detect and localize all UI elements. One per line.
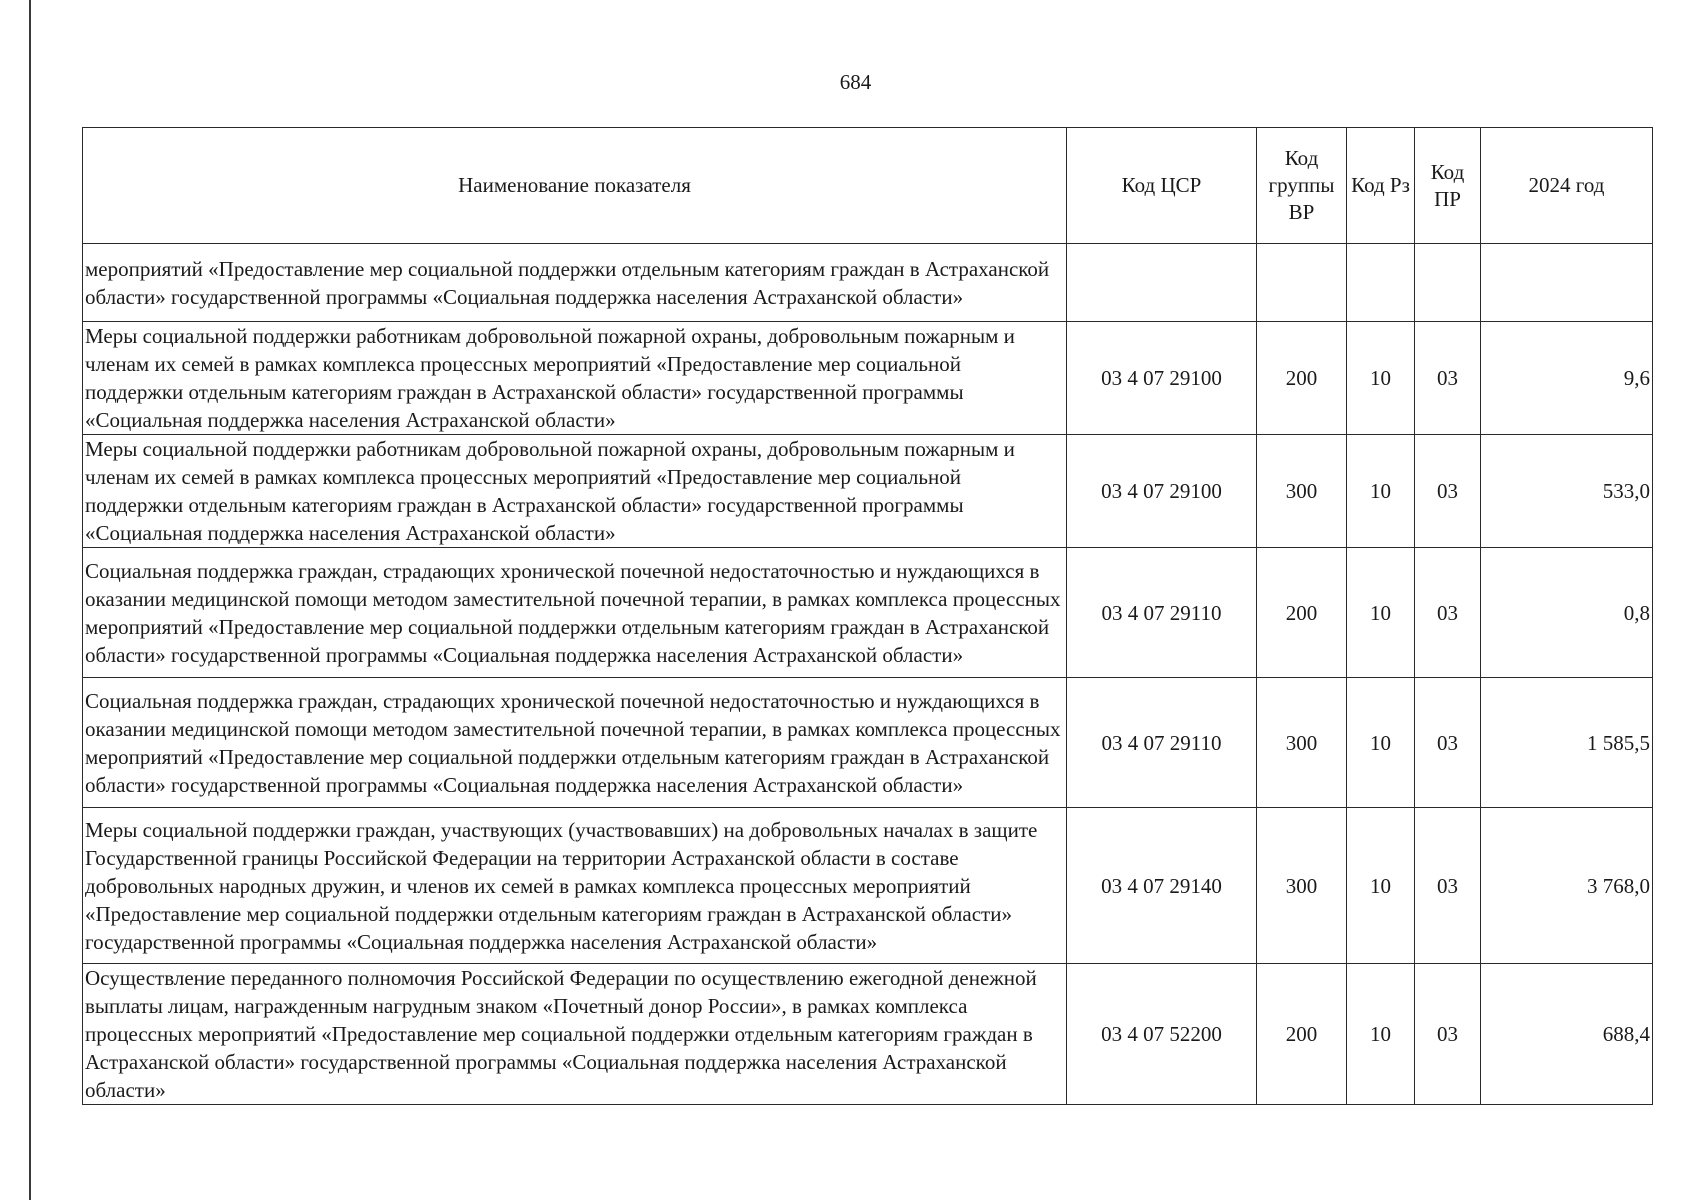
row-pr: 03 xyxy=(1415,548,1481,678)
table-row xyxy=(83,244,1653,322)
row-amount: 9,6 xyxy=(1481,322,1653,435)
header-pr: Код ПР xyxy=(1415,128,1481,244)
row-rz: 10 xyxy=(1347,808,1415,964)
row-vr: 300 xyxy=(1257,435,1347,548)
row-amount xyxy=(1481,244,1653,322)
header-row xyxy=(83,128,1653,244)
row-pr: 03 xyxy=(1415,435,1481,548)
table-row xyxy=(83,322,1653,435)
row-csr: 03 4 07 29140 xyxy=(1067,808,1257,964)
row-vr: 200 xyxy=(1257,322,1347,435)
header-rz: Код Рз xyxy=(1347,128,1415,244)
row-name: Социальная поддержка граждан, страдающих хронической почечной недостаточностью и нуждающихся в оказании медицинской помощи методом заместительной почечной терапии, в рамках комплекса процессных мероприятий «Предоставление мер социальной поддержки отдельным категориям граждан в Астраханской области» государственной программы «Социальная поддержка населения Астраханской области» xyxy=(83,678,1067,808)
row-csr: 03 4 07 29110 xyxy=(1067,678,1257,808)
header-year: 2024 год xyxy=(1481,128,1653,244)
page-number-text: 684 xyxy=(839,70,872,94)
row-pr: 03 xyxy=(1415,678,1481,808)
row-name: мероприятий «Предоставление мер социальной поддержки отдельным категориям граждан в Астраханской области» государственной программы «Социальная поддержка населения Астраханской области» xyxy=(83,244,1067,322)
row-name: Меры социальной поддержки работникам добровольной пожарной охраны, добровольным пожарным и членам их семей в рамках комплекса процессных мероприятий «Предоставление мер социальной поддержки отдельным категориям граждан в Астраханской области» государственной программы «Социальная поддержка населения Астраханской области» xyxy=(83,435,1067,548)
row-amount: 533,0 xyxy=(1481,435,1653,548)
table-row xyxy=(83,548,1653,678)
row-vr: 200 xyxy=(1257,548,1347,678)
row-rz: 10 xyxy=(1347,678,1415,808)
row-rz: 10 xyxy=(1347,435,1415,548)
table-row xyxy=(83,964,1653,1105)
table-row xyxy=(83,435,1653,548)
row-vr: 300 xyxy=(1257,808,1347,964)
row-pr: 03 xyxy=(1415,964,1481,1105)
row-amount: 3 768,0 xyxy=(1481,808,1653,964)
row-csr: 03 4 07 29110 xyxy=(1067,548,1257,678)
row-rz xyxy=(1347,244,1415,322)
header-name: Наименование показателя xyxy=(83,128,1067,244)
table-header xyxy=(83,128,1653,244)
row-name: Осуществление переданного полномочия Российской Федерации по осуществлению ежегодной денежной выплаты лицам, награжденным нагрудным знаком «Почетный донор России», в рамках комплекса процессных мероприятий «Предоставление мер социальной поддержки отдельным категориям граждан в Астраханской области» государственной программы «Социальная поддержка населения Астраханской области» xyxy=(83,964,1067,1105)
header-csr: Код ЦСР xyxy=(1067,128,1257,244)
row-rz: 10 xyxy=(1347,964,1415,1105)
page-number xyxy=(0,70,1697,95)
budget-table xyxy=(82,127,1653,1105)
row-name: Меры социальной поддержки граждан, участвующих (участвовавших) на добровольных началах в защите Государственной границы Российской Федерации на территории Астраханской области в составе добровольных народных дружин, и членов их семей в рамках комплекса процессных мероприятий «Предоставление мер социальной поддержки отдельным категориям граждан в Астраханской области» государственной программы «Социальная поддержка населения Астраханской области» xyxy=(83,808,1067,964)
row-csr: 03 4 07 29100 xyxy=(1067,435,1257,548)
row-csr: 03 4 07 52200 xyxy=(1067,964,1257,1105)
row-pr xyxy=(1415,244,1481,322)
row-name: Социальная поддержка граждан, страдающих хронической почечной недостаточностью и нуждающихся в оказании медицинской помощи методом заместительной почечной терапии, в рамках комплекса процессных мероприятий «Предоставление мер социальной поддержки отдельным категориям граждан в Астраханской области» государственной программы «Социальная поддержка населения Астраханской области» xyxy=(83,548,1067,678)
row-amount: 1 585,5 xyxy=(1481,678,1653,808)
row-pr: 03 xyxy=(1415,808,1481,964)
row-amount: 0,8 xyxy=(1481,548,1653,678)
row-csr xyxy=(1067,244,1257,322)
row-vr: 300 xyxy=(1257,678,1347,808)
row-rz: 10 xyxy=(1347,322,1415,435)
row-rz: 10 xyxy=(1347,548,1415,678)
table-row xyxy=(83,678,1653,808)
table-body xyxy=(83,244,1653,1105)
row-vr: 200 xyxy=(1257,964,1347,1105)
page-margin-line xyxy=(29,0,31,1200)
row-pr: 03 xyxy=(1415,322,1481,435)
row-csr: 03 4 07 29100 xyxy=(1067,322,1257,435)
row-amount: 688,4 xyxy=(1481,964,1653,1105)
table-row xyxy=(83,808,1653,964)
row-vr xyxy=(1257,244,1347,322)
header-vr: Код группы ВР xyxy=(1257,128,1347,244)
row-name: Меры социальной поддержки работникам добровольной пожарной охраны, добровольным пожарным и членам их семей в рамках комплекса процессных мероприятий «Предоставление мер социальной поддержки отдельным категориям граждан в Астраханской области» государственной программы «Социальная поддержка населения Астраханской области» xyxy=(83,322,1067,435)
